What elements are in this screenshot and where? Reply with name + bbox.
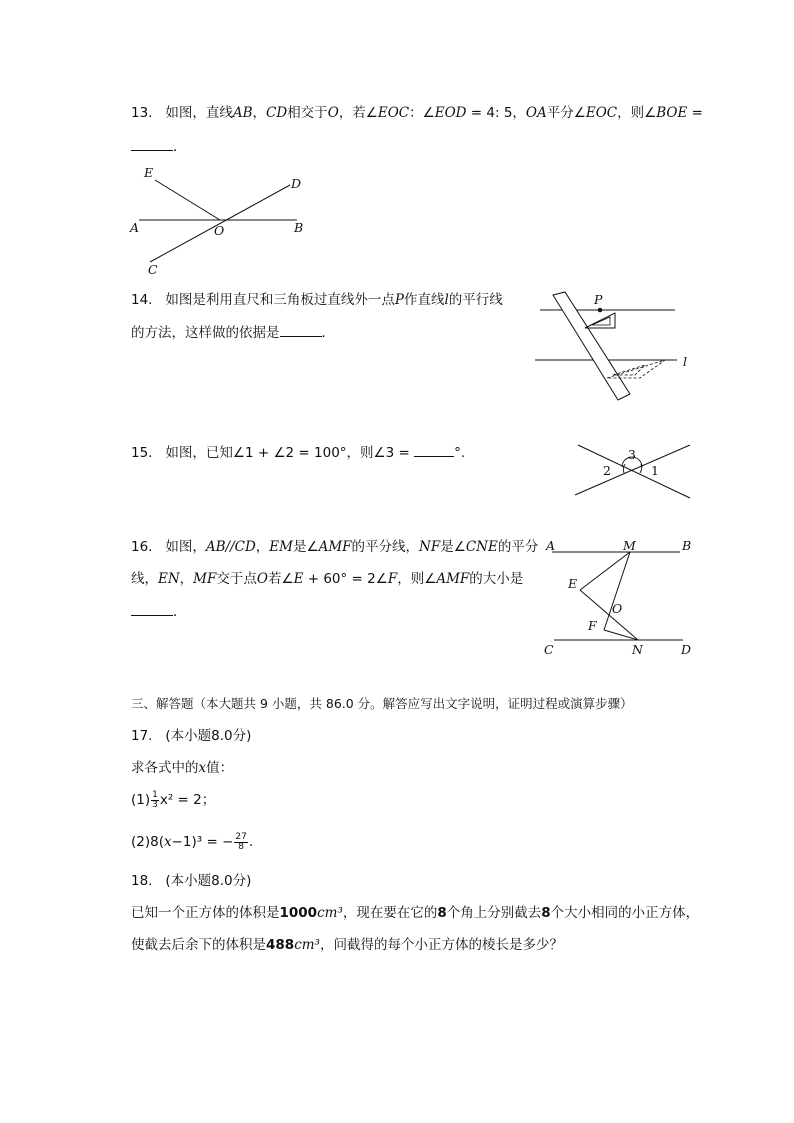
fraction-one-third: $\frac{1}{3}$	[152, 789, 158, 810]
q18-header: 18. (本小题8.0分)	[131, 873, 252, 889]
segment-mf	[604, 552, 630, 630]
answer-blank	[280, 322, 322, 337]
label-c: C	[148, 262, 158, 277]
triangle-bottom-inner-dashed	[613, 365, 645, 375]
angle-arc-1	[640, 464, 642, 473]
answer-blank	[414, 442, 454, 457]
label-d: D	[291, 176, 302, 191]
label-c: C	[544, 642, 554, 657]
label-2: 2	[603, 463, 611, 478]
label-a: A	[130, 220, 140, 235]
q14-text-line1: 14. 如图是利用直尺和三角板过直线外一点P作直线l的平行线	[131, 292, 503, 308]
point-p	[598, 308, 603, 313]
label-e: E	[144, 165, 154, 180]
segment-me	[580, 552, 630, 590]
q18-line2: 使截去后余下的体积是488cm³，问截得的每个小正方体的棱长是多少？	[131, 937, 563, 953]
q16-figure	[540, 535, 700, 660]
q14-figure	[535, 290, 695, 405]
label-n: N	[632, 642, 643, 657]
triangle-top	[585, 313, 615, 328]
q13-figure	[125, 162, 315, 277]
q16-text-line1: 16. 如图，AB//CD，EM是∠AMF的平分线，NF是∠CNE的平分	[131, 539, 539, 555]
label-1: 1	[651, 463, 659, 478]
answer-blank	[131, 601, 173, 616]
q17-part2: (2)8(x−1)³ = − $\frac{27}{8}$ .	[131, 831, 254, 852]
q15-text: 15. 如图，已知∠1 + ∠2 = 100°，则∠3 = °.	[131, 442, 465, 463]
q13-answer-line: ．	[131, 136, 187, 157]
label-d: D	[681, 642, 692, 657]
label-a: A	[546, 538, 556, 553]
q17-prompt: 求各式中的x值：	[131, 760, 234, 776]
q16-answer-line: ．	[131, 601, 187, 622]
q15-figure	[570, 440, 695, 502]
ray-oe	[155, 180, 220, 220]
label-e: E	[568, 576, 578, 591]
angle-arc-2	[623, 464, 625, 473]
label-b: B	[294, 220, 304, 235]
triangle-top-inner	[592, 317, 610, 325]
label-l: l	[683, 354, 687, 369]
section-heading: 三、解答题（本大题共 9 小题，共 86.0 分。解答应写出文字说明，证明过程或演算步骤）	[131, 696, 633, 711]
answer-blank	[131, 136, 173, 151]
label-b: B	[682, 538, 692, 553]
label-o: O	[612, 601, 623, 616]
ruler	[553, 292, 630, 400]
q16-text-line2: 线，EN，MF交于点O若∠E + 60° = 2∠F，则∠AMF的大小是	[131, 571, 524, 587]
q14-text-line2: 的方法，这样做的依据是 ．	[131, 322, 335, 343]
label-f: F	[588, 618, 597, 633]
q18-line1: 已知一个正方体的体积是1000cm³，现在要在它的8个角上分别截去8个大小相同的小正方体，	[131, 905, 700, 921]
q17-header: 17. (本小题8.0分)	[131, 728, 252, 744]
fraction-27-over-8: $\frac{27}{8}$	[235, 831, 247, 852]
q13-text: 13. 如图，直线AB，CD相交于O，若∠EOC：∠EOD = 4: 5，OA平分∠EOC，则∠BOE =	[131, 105, 703, 121]
q17-part1: (1) $\frac{1}{3}$ x² = 2；	[131, 789, 216, 810]
label-m: M	[623, 538, 636, 553]
label-p: P	[594, 292, 603, 307]
label-3: 3	[628, 447, 636, 462]
label-o: O	[214, 223, 225, 238]
